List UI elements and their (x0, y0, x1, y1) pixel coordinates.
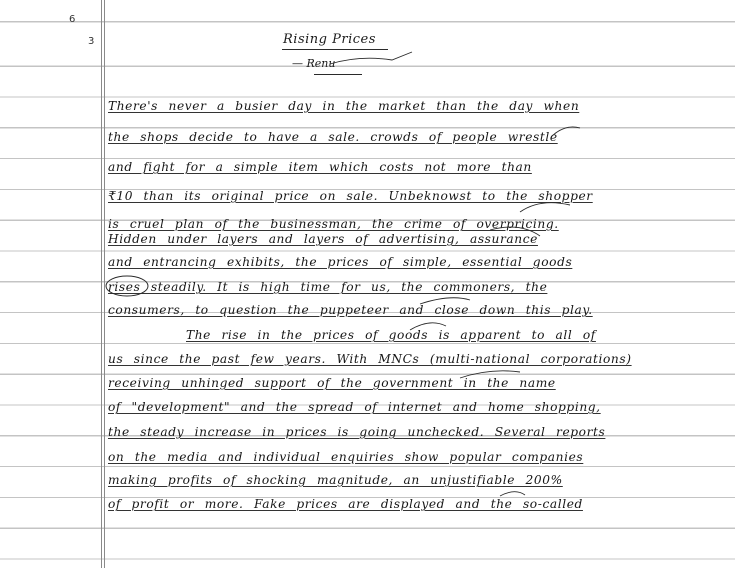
essay-line: on the media and individual enquiries show popular companies (108, 450, 584, 464)
essay-line: rises steadily. It is high time for us, the commoners, the (108, 280, 548, 294)
essay-line: the steady increase in prices is going unchecked. Several reports (108, 425, 606, 439)
author-underline (314, 74, 362, 75)
page-number-top: 6 (69, 14, 76, 25)
essay-line: making profits of shocking magnitude, an unjustifiable 200% (108, 473, 563, 487)
essay-line: ₹10 than its original price on sale. Unbeknowst to the shopper (108, 189, 593, 203)
margin-rule (104, 0, 105, 568)
margin-rule (101, 0, 102, 568)
essay-line: of "development" and the spread of internet and home shopping, (108, 400, 601, 414)
title-underline (282, 49, 388, 50)
essay-line: of profit or more. Fake prices are displayed and the so-called (108, 497, 583, 511)
essay-line: the shops decide to have a sale. crowds of people wrestle (108, 130, 558, 144)
essay-line: is cruel plan of the businessman, the crime of overpricing. (108, 217, 559, 231)
essay-line: and entrancing exhibits, the prices of simple, essential goods (108, 255, 573, 269)
pen-mark (520, 203, 570, 212)
essay-line: receiving unhinged support of the government in the name (108, 376, 556, 390)
essay-line: There's never a busier day in the market than the day when (108, 99, 580, 113)
pen-mark (330, 52, 412, 64)
essay-line-paragraph-start: The rise in the prices of goods is apparent to all of (186, 328, 596, 342)
essay-line: and fight for a simple item which costs not more than (108, 160, 532, 174)
essay-line: consumers, to question the puppeteer and close down this play. (108, 303, 593, 317)
essay-title: Rising Prices (283, 32, 376, 47)
page-number-margin: 3 (88, 36, 95, 47)
essay-line: us since the past few years. With MNCs (multi-national corporations) (108, 352, 632, 366)
essay-line: Hidden under layers and layers of advertising, assurance (108, 232, 538, 246)
essay-author: — Renu (292, 57, 336, 70)
